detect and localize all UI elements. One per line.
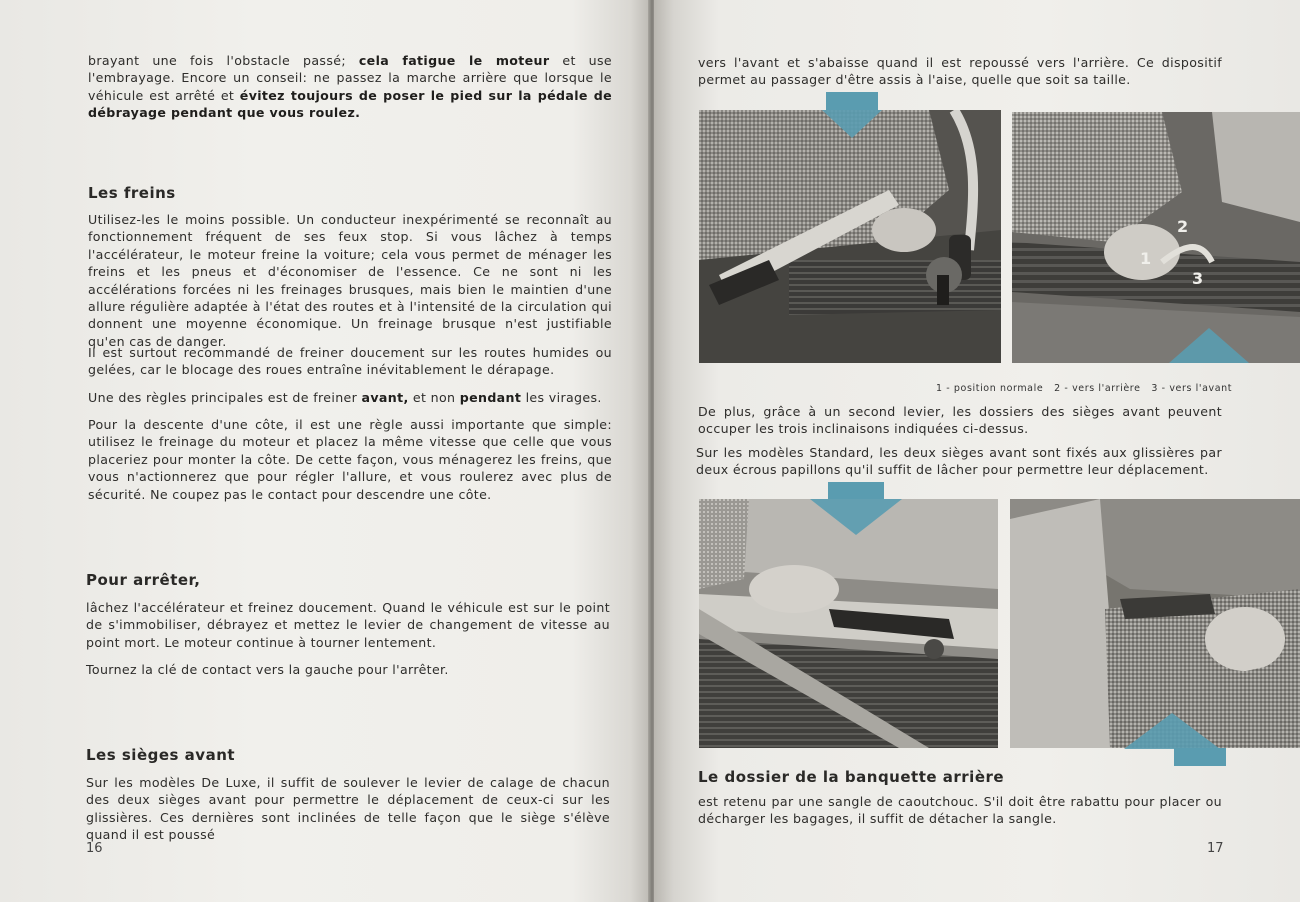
right-page — [654, 0, 1300, 902]
page-number-left: 16 — [86, 841, 103, 856]
arreter-paragraph-1: lâchez l'accélérateur et freinez doucement. Quand le véhicule est sur le point de s'immobiliser, débrayez et mettez le levier de changement de vitesse au point mort. Le moteur continue à tourner lentement. — [86, 600, 610, 650]
photo-label-3: 3 — [1192, 269, 1204, 288]
photo-seat-positions-top-right — [1012, 112, 1300, 363]
freins-paragraph-1: Utilisez-les le moins possible. Un conducteur inexpérimenté se reconnaît au fonctionnement fréquent de ses feux stop. Si vous lâchez à temps l'accélérateur, le moteur freine la voiture; cela vous permet de ménager les freins et les pneus et d'économiser de l'essence. Ce ne sont ni les accélérations forcées ni les freinages brusques, mais bien le maintien d'une allure régulière adaptée à l'état des routes et à l'intensité de la circulation qui donnent une moyenne économique. Un freinage brusque n'est justifiable qu'en cas de danger. — [88, 212, 612, 349]
arreter-heading: Pour arrêter, — [86, 571, 201, 589]
freins-paragraph-3 — [88, 389, 612, 406]
freins-p3-bold-1: avant, — [361, 390, 409, 405]
photo-rail-lever-bottom-left-image — [699, 499, 998, 748]
blue-marker-triangle-4 — [1124, 713, 1220, 749]
intro-paragraph — [88, 52, 612, 122]
photo-seat-lever-top-left — [699, 110, 1001, 363]
freins-p3-text-1: Une des règles principales est de freiner — [88, 390, 362, 405]
right-paragraph-1: De plus, grâce à un second levier, les dossiers des sièges avant peuvent occuper les trois inclinaisons indiquées ci-dessus. — [698, 404, 1222, 437]
dossier-heading: Le dossier de la banquette arrière — [698, 768, 1005, 786]
blue-marker-tab-4 — [1174, 748, 1226, 766]
photo-label-1: 1 — [1140, 249, 1152, 268]
intro-bold-2: évitez toujours de poser le pied sur la pédale de débrayage pendant que vous roulez. — [88, 87, 612, 121]
photo-seat-positions-top-right-image — [1012, 112, 1300, 363]
dossier-paragraph: est retenu par une sangle de caoutchouc. S'il doit être rabattu pour placer ou décharger les bagages, il suffit de détacher la sangle. — [698, 794, 1222, 827]
freins-paragraph-4: Pour la descente d'une côte, il est une règle aussi importante que simple: utilisez le freinage du moteur et placez la même vitesse que celle que vous placeriez pour monter la côte. De cette façon, vous ménagerez les freins, que vous n'actionnerez que pour régler l'allure, et vous roulerez avec plus de sécurité. Ne coupez pas le contact pour descendre une côte. — [88, 417, 612, 502]
intro-bold-1: cela fatigue le moteur — [358, 53, 550, 68]
photo-wingnut-bottom-right-image — [1010, 499, 1300, 748]
blue-marker-tab-3 — [828, 482, 884, 499]
blue-marker-triangle-3 — [810, 499, 902, 535]
right-paragraph-2: Sur les modèles Standard, les deux sièges avant sont fixés aux glissières par deux écrous papillons qu'il suffit de lâcher pour permettre leur déplacement. — [696, 445, 1222, 478]
photo-label-2: 2 — [1177, 217, 1189, 236]
freins-paragraph-2: Il est surtout recommandé de freiner doucement sur les routes humides ou gelées, car le blocage des roues entraîne inévitablement le dérapage. — [88, 345, 612, 378]
photo-seat-lever-top-left-image — [699, 110, 1001, 363]
intro-text-2: et use l'embrayage. Encore un conseil: ne passez la marche arrière que lorsque le véhicule est arrêté et — [88, 53, 612, 103]
intro-text-1: brayant une fois l'obstacle passé; — [88, 53, 359, 68]
arreter-paragraph-2: Tournez la clé de contact vers la gauche pour l'arrêter. — [86, 662, 449, 677]
photo-wingnut-bottom-right — [1010, 499, 1300, 748]
right-intro-paragraph: vers l'avant et s'abaisse quand il est repoussé vers l'arrière. Ce dispositif permet au passager d'être assis à l'aise, quelle que soit sa taille. — [698, 55, 1222, 88]
sieges-heading: Les sièges avant — [86, 746, 236, 764]
freins-p3-text-3: les virages. — [521, 390, 602, 405]
page-number-right: 17 — [1207, 841, 1224, 856]
sieges-paragraph-1: Sur les modèles De Luxe, il suffit de soulever le levier de calage de chacun des deux sièges avant pour permettre le déplacement de ceux-ci sur les glissières. Ces dernières sont inclinées de telle façon que le siège s'élève quand il est poussé — [86, 775, 610, 843]
blue-marker-tab-1 — [826, 92, 878, 110]
photo-rail-lever-bottom-left — [699, 499, 998, 748]
blue-marker-triangle-2 — [1169, 328, 1249, 363]
photo-caption: 1 - position normale 2 - vers l'arrière 3 - vers l'avant — [936, 383, 1233, 394]
freins-p3-bold-2: pendant — [459, 390, 522, 405]
blue-marker-triangle-1 — [822, 110, 882, 138]
freins-p3-text-2: et non — [408, 390, 460, 405]
freins-heading: Les freins — [88, 184, 176, 202]
